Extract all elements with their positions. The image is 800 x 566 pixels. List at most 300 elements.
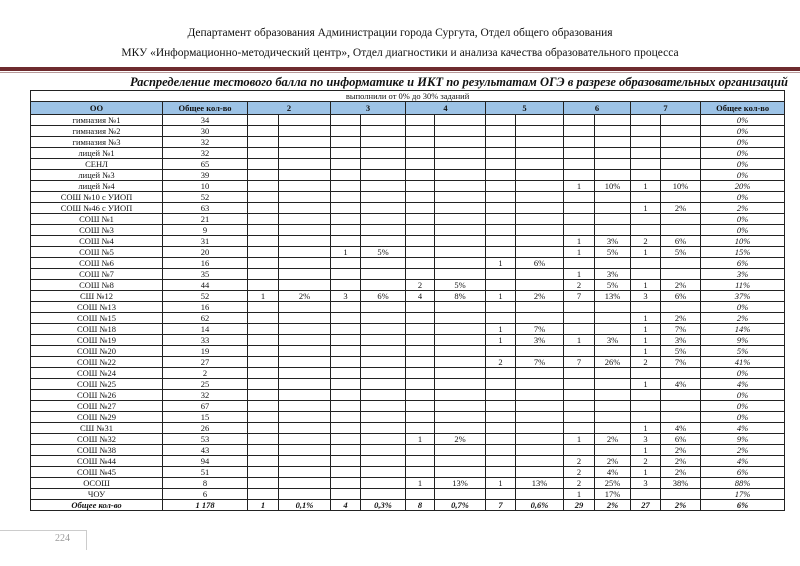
cell-percent bbox=[361, 401, 406, 412]
cell-count bbox=[248, 181, 279, 192]
cell-percent bbox=[435, 225, 486, 236]
cell-count: 1 bbox=[631, 335, 661, 346]
header-center: МКУ «Информационно-методический центр», Отдел диагностики и анализа качества образовательного процесса bbox=[121, 47, 679, 59]
cell-percent: 6% bbox=[361, 291, 406, 302]
cell-percent bbox=[279, 390, 331, 401]
cell-count bbox=[406, 489, 435, 500]
table-row bbox=[31, 335, 785, 346]
cell-percent bbox=[435, 258, 486, 269]
cell-count bbox=[248, 302, 279, 313]
cell-count bbox=[248, 137, 279, 148]
cell-percent: 7% bbox=[516, 357, 564, 368]
cell-count: 1 bbox=[564, 269, 595, 280]
cell-count: 4 bbox=[331, 500, 361, 511]
cell-count bbox=[331, 258, 361, 269]
cell-count bbox=[631, 412, 661, 423]
cell-total-pct: 3% bbox=[701, 269, 785, 280]
cell-percent bbox=[279, 203, 331, 214]
cell-count bbox=[631, 159, 661, 170]
cell-org: Общее кол-во bbox=[31, 500, 163, 511]
cell-percent bbox=[435, 445, 486, 456]
cell-percent: 0,3% bbox=[361, 500, 406, 511]
cell-total: 53 bbox=[163, 434, 248, 445]
table-title: Распределение тестового балла по информатике и ИКТ по результатам ОГЭ в разрезе образовательных организаций bbox=[130, 75, 788, 89]
cell-count: 1 bbox=[486, 324, 516, 335]
cell-percent: 0,1% bbox=[279, 500, 331, 511]
page-number: 224 bbox=[55, 533, 70, 544]
cell-count bbox=[486, 456, 516, 467]
cell-count bbox=[248, 346, 279, 357]
cell-count bbox=[486, 159, 516, 170]
cell-org: лицей №1 bbox=[31, 148, 163, 159]
cell-total: 44 bbox=[163, 280, 248, 291]
cell-percent bbox=[595, 258, 631, 269]
cell-percent bbox=[516, 236, 564, 247]
cell-count bbox=[331, 192, 361, 203]
cell-percent bbox=[595, 137, 631, 148]
cell-org: СОШ №19 bbox=[31, 335, 163, 346]
cell-org: СОШ №15 bbox=[31, 313, 163, 324]
cell-percent bbox=[516, 148, 564, 159]
cell-count: 2 bbox=[564, 467, 595, 478]
cell-count bbox=[486, 170, 516, 181]
cell-org: гимназия №3 bbox=[31, 137, 163, 148]
cell-org: СОШ №1 bbox=[31, 214, 163, 225]
cell-count bbox=[331, 379, 361, 390]
cell-count bbox=[331, 126, 361, 137]
table-row bbox=[31, 445, 785, 456]
cell-count bbox=[331, 137, 361, 148]
cell-total: 65 bbox=[163, 159, 248, 170]
cell-count bbox=[564, 302, 595, 313]
cell-percent: 5% bbox=[595, 280, 631, 291]
cell-percent: 4% bbox=[661, 423, 701, 434]
cell-count bbox=[331, 390, 361, 401]
cell-count bbox=[486, 434, 516, 445]
cell-percent bbox=[279, 192, 331, 203]
cell-count: 1 bbox=[631, 379, 661, 390]
cell-percent bbox=[516, 390, 564, 401]
cell-count bbox=[631, 225, 661, 236]
cell-count bbox=[406, 423, 435, 434]
col-header-score-4: 4 bbox=[406, 102, 486, 115]
cell-percent bbox=[279, 115, 331, 126]
cell-percent bbox=[279, 126, 331, 137]
cell-percent bbox=[361, 324, 406, 335]
cell-percent bbox=[279, 247, 331, 258]
table-row bbox=[31, 214, 785, 225]
cell-org: СОШ №46 с УИОП bbox=[31, 203, 163, 214]
cell-percent bbox=[595, 368, 631, 379]
cell-percent bbox=[516, 159, 564, 170]
cell-count bbox=[248, 115, 279, 126]
cell-count bbox=[331, 214, 361, 225]
cell-count bbox=[406, 159, 435, 170]
cell-percent bbox=[595, 148, 631, 159]
cell-percent: 3% bbox=[595, 269, 631, 280]
cell-count bbox=[486, 236, 516, 247]
cell-percent: 4% bbox=[595, 467, 631, 478]
cell-count bbox=[631, 401, 661, 412]
cell-total-pct: 0% bbox=[701, 401, 785, 412]
cell-percent bbox=[595, 159, 631, 170]
cell-count bbox=[248, 269, 279, 280]
cell-percent bbox=[661, 192, 701, 203]
cell-total-pct: 0% bbox=[701, 137, 785, 148]
cell-total-pct: 0% bbox=[701, 192, 785, 203]
cell-count bbox=[564, 368, 595, 379]
cell-count bbox=[564, 313, 595, 324]
cell-percent: 13% bbox=[516, 478, 564, 489]
cell-percent bbox=[435, 368, 486, 379]
cell-org: СОШ №3 bbox=[31, 225, 163, 236]
cell-percent bbox=[661, 412, 701, 423]
cell-percent bbox=[279, 346, 331, 357]
cell-percent bbox=[435, 324, 486, 335]
cell-count bbox=[331, 170, 361, 181]
cell-percent bbox=[435, 467, 486, 478]
cell-percent bbox=[361, 115, 406, 126]
cell-count bbox=[486, 181, 516, 192]
cell-count bbox=[331, 346, 361, 357]
cell-count: 1 bbox=[631, 346, 661, 357]
cell-total-pct: 4% bbox=[701, 423, 785, 434]
cell-total: 31 bbox=[163, 236, 248, 247]
cell-count bbox=[564, 412, 595, 423]
cell-percent bbox=[661, 258, 701, 269]
cell-count bbox=[486, 302, 516, 313]
cell-total-pct: 6% bbox=[701, 500, 785, 511]
cell-percent: 5% bbox=[595, 247, 631, 258]
table-row bbox=[31, 302, 785, 313]
cell-count: 2 bbox=[406, 280, 435, 291]
cell-count: 2 bbox=[564, 280, 595, 291]
cell-percent bbox=[595, 170, 631, 181]
cell-percent: 2% bbox=[435, 434, 486, 445]
cell-org: СОШ №38 bbox=[31, 445, 163, 456]
cell-total-pct: 88% bbox=[701, 478, 785, 489]
cell-percent bbox=[279, 379, 331, 390]
cell-count: 27 bbox=[631, 500, 661, 511]
cell-total-pct: 37% bbox=[701, 291, 785, 302]
cell-count bbox=[248, 236, 279, 247]
cell-count bbox=[564, 445, 595, 456]
cell-percent bbox=[435, 335, 486, 346]
cell-total-pct: 4% bbox=[701, 379, 785, 390]
cell-percent bbox=[435, 126, 486, 137]
footer-line-vertical bbox=[86, 530, 87, 550]
cell-count bbox=[331, 148, 361, 159]
cell-org: СШ №31 bbox=[31, 423, 163, 434]
cell-count bbox=[248, 214, 279, 225]
cell-percent bbox=[279, 368, 331, 379]
cell-total-pct: 0% bbox=[701, 368, 785, 379]
cell-total: 9 bbox=[163, 225, 248, 236]
cell-org: СОШ №13 bbox=[31, 302, 163, 313]
cell-percent bbox=[595, 346, 631, 357]
table-row bbox=[31, 148, 785, 159]
cell-percent bbox=[516, 346, 564, 357]
cell-org: СОШ №26 bbox=[31, 390, 163, 401]
cell-count bbox=[486, 390, 516, 401]
cell-count bbox=[248, 412, 279, 423]
cell-count bbox=[486, 203, 516, 214]
cell-total: 16 bbox=[163, 258, 248, 269]
cell-count bbox=[406, 203, 435, 214]
table-row bbox=[31, 324, 785, 335]
cell-count bbox=[406, 390, 435, 401]
cell-total: 32 bbox=[163, 148, 248, 159]
cell-org: лицей №3 bbox=[31, 170, 163, 181]
cell-total-pct: 9% bbox=[701, 434, 785, 445]
cell-percent: 2% bbox=[595, 456, 631, 467]
cell-percent bbox=[435, 489, 486, 500]
cell-percent bbox=[516, 423, 564, 434]
cell-count bbox=[486, 247, 516, 258]
cell-percent bbox=[361, 390, 406, 401]
cell-total-pct: 2% bbox=[701, 203, 785, 214]
cell-percent bbox=[516, 214, 564, 225]
cell-count bbox=[406, 467, 435, 478]
cell-count: 1 bbox=[564, 236, 595, 247]
cell-count bbox=[406, 346, 435, 357]
cell-total-pct: 0% bbox=[701, 170, 785, 181]
cell-count bbox=[631, 214, 661, 225]
cell-count bbox=[631, 258, 661, 269]
header-divider-thin bbox=[0, 72, 800, 73]
cell-org: СОШ №25 bbox=[31, 379, 163, 390]
table-row bbox=[31, 412, 785, 423]
cell-total: 21 bbox=[163, 214, 248, 225]
cell-count bbox=[631, 137, 661, 148]
cell-count bbox=[486, 445, 516, 456]
cell-count: 3 bbox=[631, 478, 661, 489]
cell-count: 1 bbox=[631, 445, 661, 456]
cell-percent bbox=[361, 412, 406, 423]
cell-total: 35 bbox=[163, 269, 248, 280]
cell-percent: 4% bbox=[661, 379, 701, 390]
total-row bbox=[31, 500, 785, 511]
cell-count bbox=[248, 467, 279, 478]
cell-percent bbox=[435, 137, 486, 148]
cell-percent: 2% bbox=[279, 291, 331, 302]
cell-org: ОСОШ bbox=[31, 478, 163, 489]
col-header-total: Общее кол-во bbox=[163, 102, 248, 115]
cell-percent bbox=[361, 280, 406, 291]
cell-percent bbox=[516, 412, 564, 423]
cell-count bbox=[331, 269, 361, 280]
cell-org: СШ №12 bbox=[31, 291, 163, 302]
cell-count bbox=[331, 313, 361, 324]
table-row bbox=[31, 115, 785, 126]
cell-total: 16 bbox=[163, 302, 248, 313]
cell-percent bbox=[516, 181, 564, 192]
cell-total-pct: 41% bbox=[701, 357, 785, 368]
cell-percent bbox=[279, 269, 331, 280]
cell-count bbox=[248, 368, 279, 379]
cell-percent bbox=[661, 401, 701, 412]
cell-count: 1 bbox=[486, 335, 516, 346]
cell-count bbox=[406, 115, 435, 126]
cell-count: 1 bbox=[631, 247, 661, 258]
cell-count bbox=[486, 401, 516, 412]
cell-count bbox=[631, 192, 661, 203]
cell-total-pct: 0% bbox=[701, 390, 785, 401]
cell-percent bbox=[435, 401, 486, 412]
cell-percent bbox=[516, 445, 564, 456]
cell-percent bbox=[279, 489, 331, 500]
cell-percent: 6% bbox=[661, 434, 701, 445]
cell-total: 1 178 bbox=[163, 500, 248, 511]
cell-percent: 0,6% bbox=[516, 500, 564, 511]
cell-percent bbox=[595, 445, 631, 456]
cell-percent bbox=[435, 170, 486, 181]
cell-count bbox=[406, 225, 435, 236]
cell-percent bbox=[516, 313, 564, 324]
table-subtitle: выполнили от 0% до 30% заданий bbox=[31, 91, 785, 102]
cell-count bbox=[331, 445, 361, 456]
cell-count bbox=[248, 379, 279, 390]
cell-count bbox=[331, 456, 361, 467]
cell-percent bbox=[516, 126, 564, 137]
table-row bbox=[31, 137, 785, 148]
cell-count: 2 bbox=[631, 357, 661, 368]
cell-count bbox=[486, 313, 516, 324]
cell-percent bbox=[279, 478, 331, 489]
cell-percent bbox=[279, 467, 331, 478]
cell-count: 29 bbox=[564, 500, 595, 511]
cell-percent bbox=[595, 225, 631, 236]
cell-percent bbox=[279, 236, 331, 247]
cell-total: 6 bbox=[163, 489, 248, 500]
cell-count bbox=[564, 423, 595, 434]
cell-percent bbox=[661, 225, 701, 236]
cell-percent bbox=[595, 401, 631, 412]
cell-total-pct: 15% bbox=[701, 247, 785, 258]
cell-org: СОШ №6 bbox=[31, 258, 163, 269]
cell-count bbox=[486, 225, 516, 236]
cell-org: СОШ №44 bbox=[31, 456, 163, 467]
cell-count: 1 bbox=[631, 313, 661, 324]
cell-percent: 3% bbox=[661, 335, 701, 346]
cell-percent: 13% bbox=[435, 478, 486, 489]
cell-percent bbox=[435, 423, 486, 434]
cell-org: СОШ №18 bbox=[31, 324, 163, 335]
cell-percent bbox=[595, 423, 631, 434]
cell-percent bbox=[595, 126, 631, 137]
cell-percent bbox=[361, 489, 406, 500]
cell-count bbox=[406, 258, 435, 269]
cell-percent bbox=[435, 269, 486, 280]
cell-count bbox=[406, 247, 435, 258]
cell-count: 8 bbox=[406, 500, 435, 511]
cell-org: лицей №4 bbox=[31, 181, 163, 192]
cell-count bbox=[406, 302, 435, 313]
cell-percent bbox=[435, 313, 486, 324]
cell-count bbox=[331, 302, 361, 313]
cell-count: 1 bbox=[564, 181, 595, 192]
cell-count bbox=[486, 115, 516, 126]
cell-count bbox=[331, 401, 361, 412]
cell-count bbox=[406, 412, 435, 423]
cell-count bbox=[486, 346, 516, 357]
cell-count bbox=[248, 478, 279, 489]
cell-count: 2 bbox=[564, 478, 595, 489]
cell-percent: 2% bbox=[661, 467, 701, 478]
cell-count bbox=[406, 456, 435, 467]
cell-total: 32 bbox=[163, 390, 248, 401]
cell-count bbox=[406, 137, 435, 148]
cell-percent bbox=[279, 148, 331, 159]
cell-percent: 2% bbox=[661, 280, 701, 291]
cell-count bbox=[631, 302, 661, 313]
cell-total: 19 bbox=[163, 346, 248, 357]
cell-count bbox=[486, 192, 516, 203]
table-row bbox=[31, 126, 785, 137]
cell-percent bbox=[279, 225, 331, 236]
cell-percent bbox=[516, 192, 564, 203]
cell-percent bbox=[661, 302, 701, 313]
cell-total-pct: 14% bbox=[701, 324, 785, 335]
cell-count bbox=[406, 170, 435, 181]
cell-count bbox=[564, 214, 595, 225]
cell-percent: 7% bbox=[661, 324, 701, 335]
cell-percent bbox=[516, 302, 564, 313]
cell-percent: 2% bbox=[661, 445, 701, 456]
cell-percent bbox=[435, 247, 486, 258]
cell-percent bbox=[361, 313, 406, 324]
cell-count bbox=[564, 379, 595, 390]
cell-total: 51 bbox=[163, 467, 248, 478]
cell-count bbox=[248, 489, 279, 500]
cell-percent bbox=[595, 302, 631, 313]
cell-percent bbox=[435, 115, 486, 126]
cell-percent bbox=[595, 214, 631, 225]
cell-count bbox=[406, 445, 435, 456]
cell-percent bbox=[361, 214, 406, 225]
cell-percent bbox=[595, 313, 631, 324]
cell-count bbox=[248, 258, 279, 269]
cell-count: 1 bbox=[486, 258, 516, 269]
cell-percent bbox=[516, 467, 564, 478]
cell-percent: 8% bbox=[435, 291, 486, 302]
cell-percent bbox=[516, 434, 564, 445]
cell-percent: 5% bbox=[661, 247, 701, 258]
cell-percent bbox=[516, 368, 564, 379]
cell-total: 52 bbox=[163, 192, 248, 203]
cell-percent bbox=[595, 203, 631, 214]
table-row bbox=[31, 456, 785, 467]
cell-total: 25 bbox=[163, 379, 248, 390]
cell-count: 1 bbox=[564, 247, 595, 258]
cell-count bbox=[248, 434, 279, 445]
cell-count bbox=[631, 126, 661, 137]
cell-count: 4 bbox=[406, 291, 435, 302]
cell-percent: 5% bbox=[361, 247, 406, 258]
table-row bbox=[31, 181, 785, 192]
col-header-score-7: 7 bbox=[631, 102, 701, 115]
cell-percent bbox=[361, 357, 406, 368]
cell-total-pct: 10% bbox=[701, 236, 785, 247]
cell-org: СОШ №20 bbox=[31, 346, 163, 357]
cell-percent bbox=[279, 357, 331, 368]
cell-percent bbox=[595, 324, 631, 335]
cell-percent bbox=[361, 181, 406, 192]
cell-count bbox=[406, 324, 435, 335]
cell-percent: 38% bbox=[661, 478, 701, 489]
cell-count bbox=[406, 368, 435, 379]
cell-count bbox=[331, 181, 361, 192]
